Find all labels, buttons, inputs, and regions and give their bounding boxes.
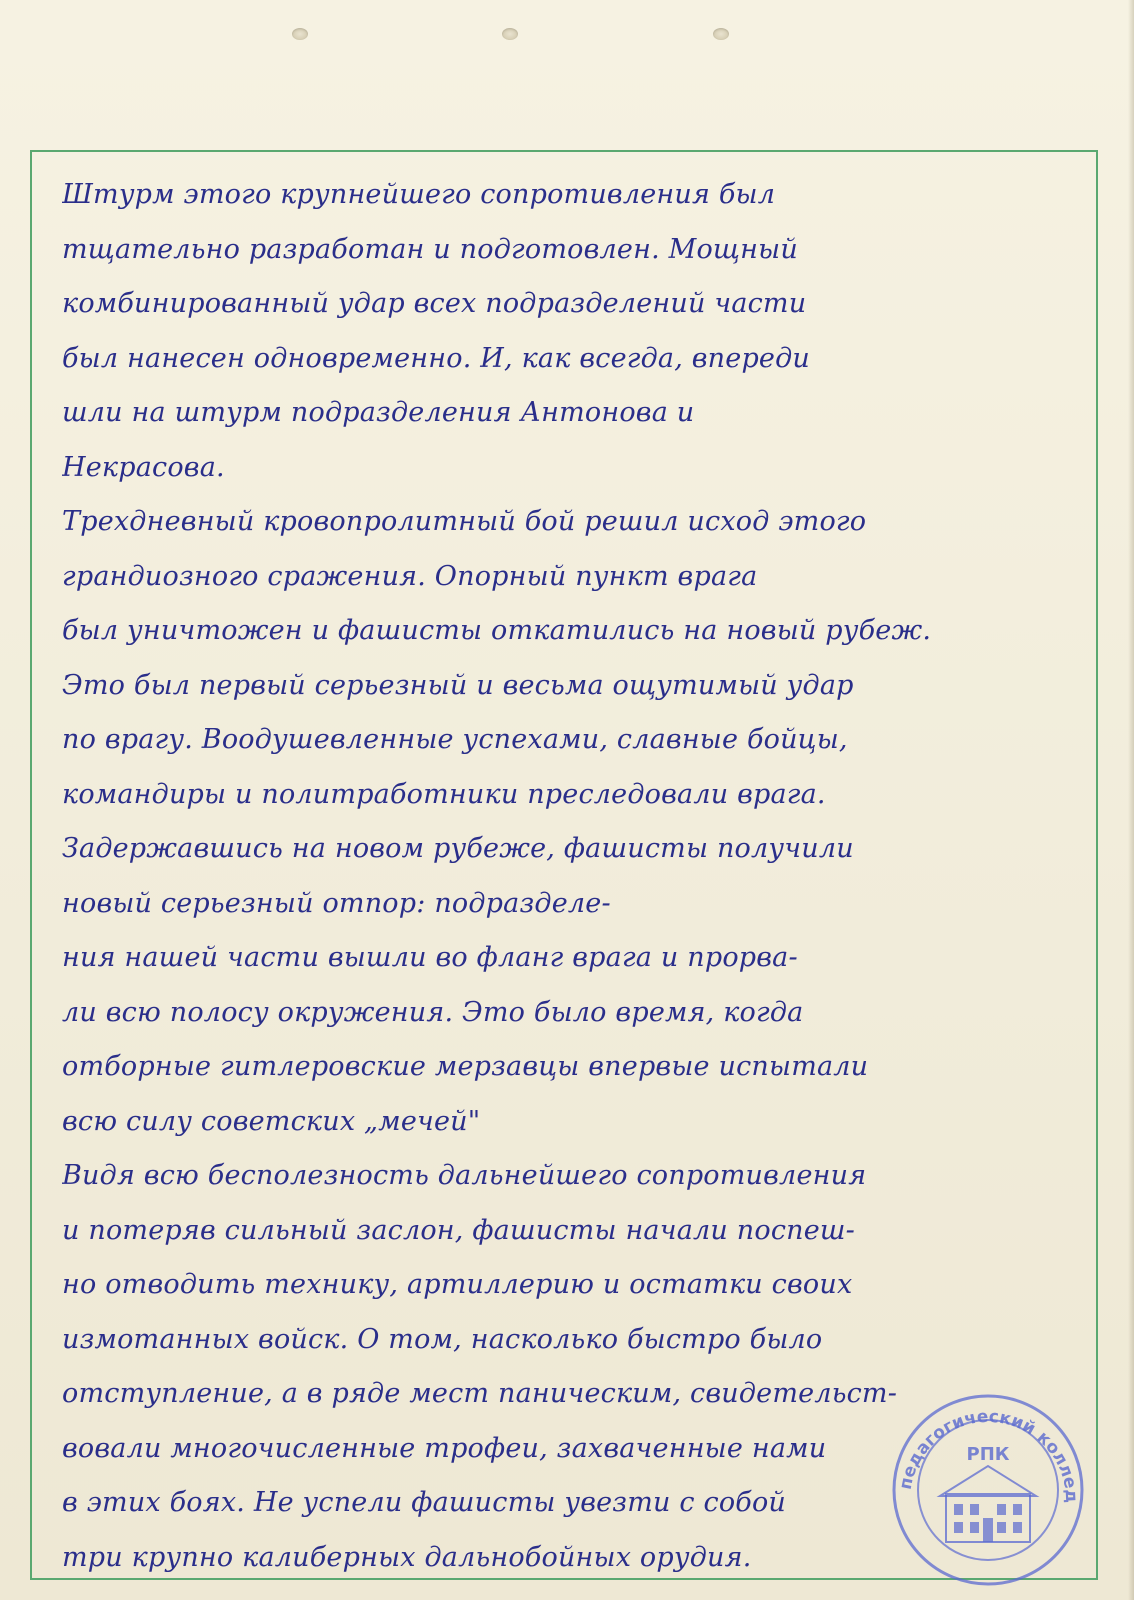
text-line: ния нашей части вышли во фланг врага и прорва- xyxy=(62,942,798,973)
text-line: и потеряв сильный заслон, фашисты начали поспеш- xyxy=(62,1214,856,1246)
text-line: отборные гитлеровские мерзавцы впервые испытали xyxy=(62,1051,869,1082)
handwritten-text xyxy=(62,168,1082,1585)
text-line: грандиозного сражения. Опорный пункт врага xyxy=(62,560,758,592)
text-line: шли на штурм подразделения Антонова и xyxy=(62,397,695,428)
text-line: тщательно разработан и подготовлен. Мощный xyxy=(62,233,798,265)
text-line: командиры и политработники преследовали врага. xyxy=(62,778,826,810)
punch-hole-icon xyxy=(502,28,518,40)
text-line: ли всю полосу окружения. Это было время, когда xyxy=(62,996,804,1028)
stamp-seal-icon xyxy=(888,1390,1088,1590)
text-line: в этих боях. Не успели фашисты увезти с собой xyxy=(62,1487,786,1518)
text-line: был уничтожен и фашисты откатились на новый рубеж. xyxy=(62,615,932,646)
punch-hole-icon xyxy=(713,28,729,40)
college-stamp xyxy=(888,1390,1088,1590)
text-line: но отводить технику, артиллерию и остатки своих xyxy=(62,1269,853,1300)
page-edge-shadow xyxy=(1128,0,1134,1600)
text-line: по врагу. Воодушевленные успехами, славные бойцы, xyxy=(62,724,848,755)
text-line: Это был первый серьезный и весьма ощутимый удар xyxy=(62,669,854,701)
text-line: Некрасова. xyxy=(62,451,225,483)
svg-text:РПК: РПК xyxy=(966,1444,1010,1465)
text-line: Задержавшись на новом рубеже, фашисты получили xyxy=(62,833,854,864)
text-line: измотанных войск. О том, насколько быстро было xyxy=(62,1323,823,1355)
text-line: вовали многочисленные трофеи, захваченные нами xyxy=(62,1432,827,1464)
text-line: был нанесен одновременно. И, как всегда, впереди xyxy=(62,342,811,374)
text-line: отступление, а в ряде мест паническим, свидетельст- xyxy=(62,1378,898,1409)
text-line: комбинированный удар всех подразделений части xyxy=(62,288,807,319)
text-line: Видя всю бесполезность дальнейшего сопротивления xyxy=(62,1160,867,1191)
text-line: три крупно калиберных дальнобойных орудия. xyxy=(62,1541,752,1573)
punch-hole-icon xyxy=(292,28,308,40)
text-line: Трехдневный кровопролитный бой решил исход этого xyxy=(62,506,867,537)
text-line: Штурм этого крупнейшего сопротивления был xyxy=(62,179,776,210)
svg-text:педагогический колледж: педагогический коллед xyxy=(895,1406,1082,1504)
text-line: новый серьезный отпор: подразделе- xyxy=(62,887,611,919)
text-line: всю силу советских „мечей" xyxy=(62,1105,481,1137)
